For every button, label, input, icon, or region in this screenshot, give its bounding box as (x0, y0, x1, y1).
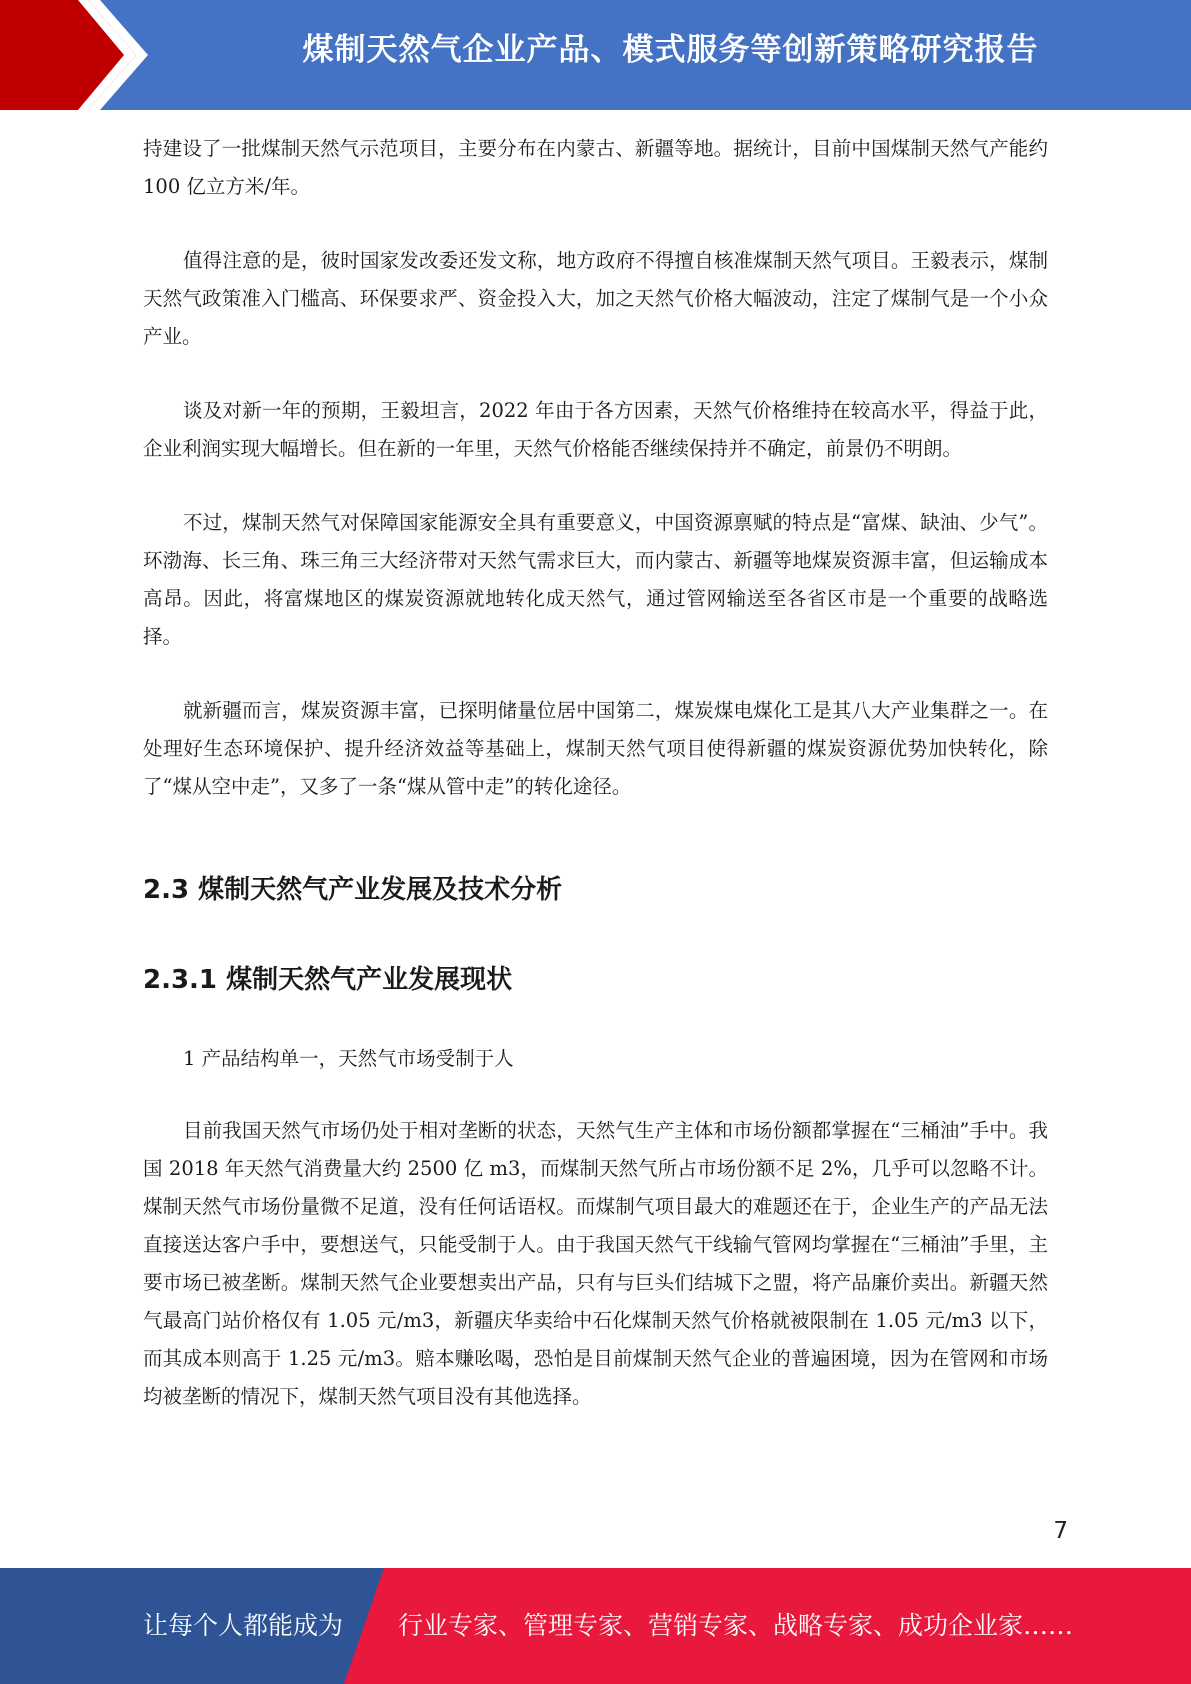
paragraph: 谈及对新一年的预期，王毅坦言，2022 年由于各方因素，天然气价格维持在较高水平，得益于此，企业利润实现大幅增长。但在新的一年里，天然气价格能否继续保持并不确定，前景仍不明朗。 (143, 399, 1048, 460)
paragraph-continued: 持建设了一批煤制天然气示范项目，主要分布在内蒙古、新疆等地。据统计，目前中国煤制天然气产能约 100 亿立方米/年。 (143, 137, 1048, 198)
paragraph: 目前我国天然气市场仍处于相对垄断的状态，天然气生产主体和市场份额都掌握在“三桶油”手中。我国 2018 年天然气消费量大约 2500 亿 m3，而煤制天然气所占市场份额不足 2%，几乎可以忽略不计。煤制天然气市场份量微不足道，没有任何话语权。而煤制气项目最大的难题还在于，企业生产的产品无法直接送达客户手中，要想送气，只能受制于人。由于我国天然气干线输气管网均掌握在“三桶油”手里，主要市场已被垄断。煤制天然气企业要想卖出产品，只有与巨头们结城下之盟，将产品廉价卖出。新疆天然气最高门站价格仅有 1.05 元/m3，新疆庆华卖给中石化煤制天然气价格就被限制在 1.05 元/m3 以下，而其成本则高于 1.25 元/m3。赔本赚吆喝，恐怕是目前煤制天然气企业的普遍困境，因为在管网和市场均被垄断的情况下，煤制天然气项目没有其他选择。 (143, 1119, 1048, 1408)
page-number: 7 (1053, 1518, 1068, 1544)
subsection-heading: 2.3.1 煤制天然气产业发展现状 (143, 965, 513, 995)
footer-slogan-right: 行业专家、管理专家、营销专家、战略专家、成功企业家…… (398, 1611, 1074, 1640)
document-body (143, 130, 1048, 1452)
paragraph: 就新疆而言，煤炭资源丰富，已探明储量位居中国第二，煤炭煤电煤化工是其八大产业集群之一。在处理好生态环境保护、提升经济效益等基础上，煤制天然气项目使得新疆的煤炭资源优势加快转化，除了“煤从空中走”，又多了一条“煤从管中走”的转化途径。 (143, 699, 1048, 798)
section-heading: 2.3 煤制天然气产业发展及技术分析 (143, 875, 563, 905)
page-header (0, 0, 1191, 110)
report-title: 煤制天然气企业产品、模式服务等创新策略研究报告 (302, 32, 1039, 68)
page-footer (0, 1568, 1191, 1684)
list-item-heading: 1 产品结构单一，天然气市场受制于人 (183, 1047, 514, 1070)
footer-slogan-left: 让每个人都能成为 (143, 1611, 344, 1640)
paragraph: 值得注意的是，彼时国家发改委还发文称，地方政府不得擅自核准煤制天然气项目。王毅表示，煤制天然气政策准入门槛高、环保要求严、资金投入大，加之天然气价格大幅波动，注定了煤制气是一个小众产业。 (143, 249, 1048, 348)
paragraph: 不过，煤制天然气对保障国家能源安全具有重要意义，中国资源禀赋的特点是“富煤、缺油、少气”。环渤海、长三角、珠三角三大经济带对天然气需求巨大，而内蒙古、新疆等地煤炭资源丰富，但运输成本高昂。因此，将富煤地区的煤炭资源就地转化成天然气，通过管网输送至各省区市是一个重要的战略选择。 (143, 511, 1048, 648)
